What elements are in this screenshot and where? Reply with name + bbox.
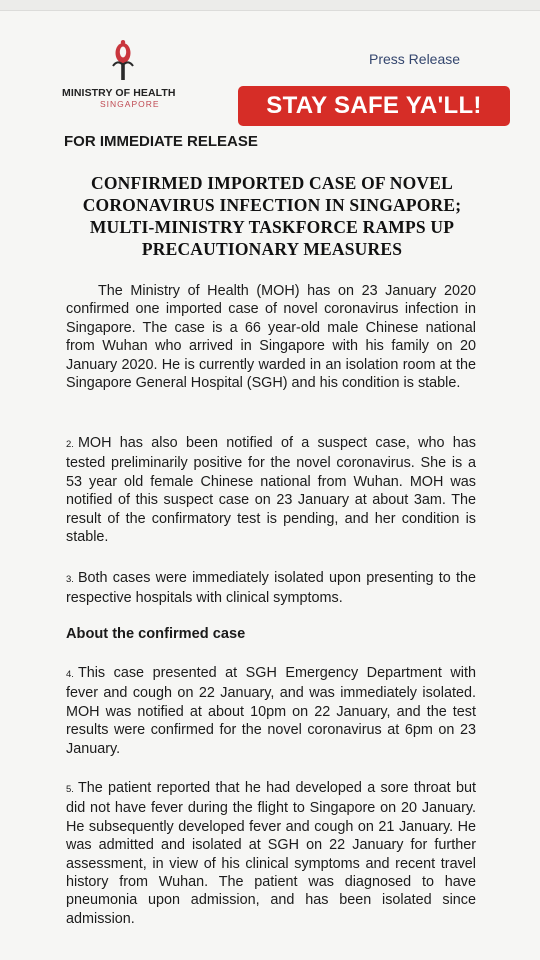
paragraph-text: The Ministry of Health (MOH) has on 23 January 2020 confirmed one imported case of novel coronavirus infection in Singapore. The case is a 66 year-old male Chinese national from Wuhan who arrived in Singapore with his family on 20 January 2020. He is currently warded in an isolation room at the Singapore General Hospital (SGH) and his condition is stable. [66,283,476,392]
paragraph-number: 2. [66,439,74,450]
section-subheading: About the confirmed case [66,626,246,642]
org-name: MINISTRY OF HEALTH [62,87,176,99]
paragraph-number: 4. [66,669,74,680]
paragraph-3 [66,569,476,608]
press-release-label: Press Release [369,51,461,67]
release-line: FOR IMMEDIATE RELEASE [64,133,258,150]
paragraph-text: The patient reported that he had developed a sore throat but did not have fever during the flight to Singapore on 20 January. He subsequently developed fever and cough on 21 January. He was admitted and isolated at SGH on 22 January for further assessment, in view of his clinical symptoms and recent travel history from Wuhan. The patient was diagnosed to have pneumonia upon admission, and has been isolated since admission. [66,780,476,927]
paragraph-text: Both cases were immediately isolated upon presenting to the respective hospitals with clinical symptoms. [66,570,476,607]
paragraph-1 [66,282,476,392]
paragraph-4 [66,664,476,758]
org-country: SINGAPORE [100,99,160,109]
stay-safe-sticker: STAY SAFE YA'LL! [238,86,510,126]
paragraph-text: MOH has also been notified of a suspect case, who has tested preliminarily positive for the novel coronavirus. She is a 53 year old female Chinese national from Wuhan. MOH was notified of this suspect case on 23 January at about 3am. The result of the confirmatory test is pending, and her condition is stable. [66,435,476,546]
paragraph-number: 5. [66,784,74,795]
document-headline: CONFIRMED IMPORTED CASE OF NOVEL CORONAVIRUS INFECTION IN SINGAPORE; MULTI-MINISTRY TASKFORCE RAMPS UP PRECAUTIONARY MEASURES [82,173,462,259]
paragraph-number: 3. [66,574,74,585]
top-status-strip [0,0,540,11]
paragraph-2 [66,434,476,546]
paragraph-text: This case presented at SGH Emergency Department with fever and cough on 22 January, and was immediately isolated. MOH was notified at about 10pm on 22 January, and the test results were confirmed for the novel coronavirus at 6pm on 23 January. [66,665,476,757]
paragraph-5 [66,779,476,928]
ministry-emblem-icon [108,40,138,82]
